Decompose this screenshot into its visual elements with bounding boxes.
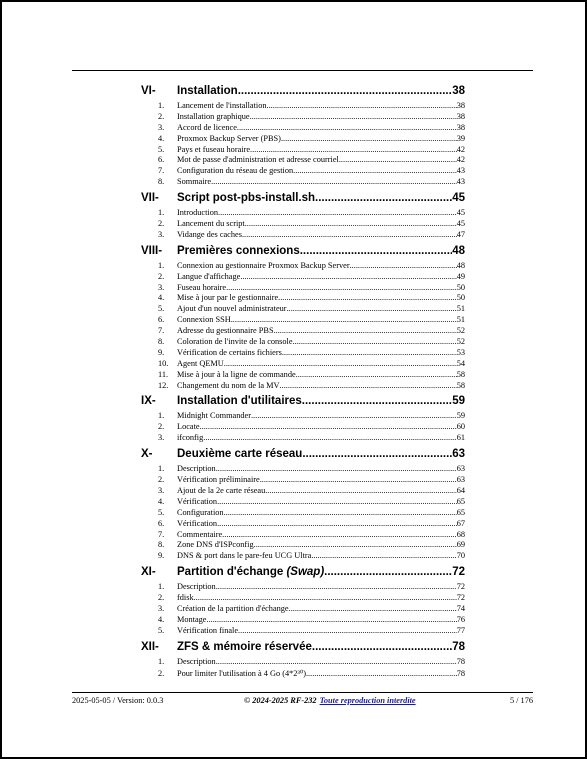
- entry-page-number: 45: [456, 208, 465, 218]
- entry-title: Description: [177, 656, 216, 666]
- entry-number: 4.: [158, 496, 165, 506]
- dot-leader: [306, 669, 457, 678]
- dot-leader: [200, 422, 457, 431]
- dot-leader: [293, 337, 457, 346]
- entry-page-number: 68: [456, 529, 465, 539]
- dot-leader: [260, 475, 457, 484]
- toc-entry[interactable]: [141, 359, 465, 370]
- entry-number: 6.: [158, 518, 165, 528]
- dot-leader: [315, 192, 452, 204]
- entry-page-number: 74: [456, 603, 465, 613]
- entry-page-number: 38: [456, 122, 465, 132]
- footer-rights-link[interactable]: Toute reproduction interdite: [319, 696, 416, 705]
- toc-entry[interactable]: [141, 123, 465, 134]
- toc-entry[interactable]: [141, 326, 465, 337]
- dot-leader: [282, 348, 457, 357]
- entry-number: 1.: [158, 656, 165, 666]
- entry-title: Vérification: [177, 496, 218, 506]
- entry-page-number: 78: [456, 668, 465, 678]
- toc-entry[interactable]: [141, 283, 465, 294]
- toc-entry[interactable]: [141, 530, 465, 541]
- entry-page-number: 45: [456, 219, 465, 229]
- dot-leader: [218, 208, 457, 217]
- dot-leader: [278, 293, 457, 302]
- dot-leader: [216, 657, 457, 666]
- toc-entry-list: [141, 101, 465, 188]
- toc-entry[interactable]: [141, 370, 465, 381]
- dot-leader: [217, 519, 457, 528]
- chapter-title: [177, 85, 238, 97]
- toc-entry-list: [141, 261, 465, 392]
- toc-entry[interactable]: [141, 166, 465, 177]
- entry-title: Midnight Commander: [177, 411, 251, 421]
- entry-title: Lancement du script: [177, 219, 245, 229]
- dot-leader: [324, 566, 452, 578]
- dot-leader: [238, 85, 453, 97]
- toc-entry[interactable]: [141, 626, 465, 637]
- dot-leader: [281, 134, 457, 143]
- entry-page-number: 43: [456, 166, 465, 176]
- entry-number: 2.: [158, 219, 165, 229]
- chapter-title: [177, 566, 324, 578]
- entry-page-number: 38: [456, 111, 465, 121]
- toc-chapter-heading[interactable]: [141, 566, 465, 582]
- dot-leader: [222, 530, 457, 539]
- dot-leader: [302, 448, 452, 460]
- toc-entry[interactable]: [141, 668, 465, 679]
- entry-title: Vidange des caches: [177, 229, 242, 239]
- dot-leader: [350, 261, 457, 270]
- entry-number: 3.: [158, 603, 165, 613]
- entry-page-number: 52: [456, 326, 465, 336]
- toc-entry[interactable]: [141, 315, 465, 326]
- entry-title: Langue d'affichage: [177, 271, 241, 281]
- chapter-number: IX-: [141, 395, 156, 408]
- entry-page-number: 60: [456, 422, 465, 432]
- entry-number: 7.: [158, 529, 165, 539]
- toc-entry[interactable]: [141, 551, 465, 562]
- entry-title: Proxmox Backup Server (PBS): [177, 133, 281, 143]
- chapter-number: VIII-: [141, 244, 163, 257]
- dot-leader: [203, 433, 456, 442]
- toc-chapter: [141, 641, 465, 679]
- chapter-page-number: 78: [452, 640, 465, 653]
- toc-entry[interactable]: [141, 508, 465, 519]
- entry-page-number: 63: [456, 464, 465, 474]
- dot-leader: [302, 395, 452, 407]
- dot-leader: [207, 615, 457, 624]
- toc-entry[interactable]: [141, 540, 465, 551]
- dot-leader: [287, 304, 457, 313]
- toc-chapter-heading[interactable]: [141, 245, 465, 261]
- entry-page-number: 64: [456, 485, 465, 495]
- toc-entry[interactable]: [141, 593, 465, 604]
- entry-number: 7.: [158, 326, 165, 336]
- entry-number: 2.: [158, 422, 165, 432]
- toc-entry[interactable]: [141, 155, 465, 166]
- toc-entry[interactable]: [141, 177, 465, 188]
- dot-leader: [289, 604, 457, 613]
- entry-title: Adresse du gestionnaire PBS: [177, 326, 274, 336]
- entry-title: ifconfig: [177, 433, 204, 443]
- entry-page-number: 48: [456, 260, 465, 270]
- chapter-page-number: 38: [452, 85, 465, 97]
- entry-number: 11.: [158, 369, 169, 379]
- entry-title: Création de la partition d'échange: [177, 603, 289, 613]
- entry-number: 3.: [158, 229, 165, 239]
- toc-entry[interactable]: [141, 272, 465, 283]
- table-of-contents: [141, 85, 465, 682]
- toc-entry[interactable]: [141, 475, 465, 486]
- toc-entry[interactable]: [141, 101, 465, 112]
- toc-chapter: [141, 448, 465, 562]
- entry-title: Configuration du réseau de gestion: [177, 166, 294, 176]
- toc-entry[interactable]: [141, 422, 465, 433]
- entry-title: Mot de passe d'administration et adresse courriel: [177, 155, 339, 165]
- entry-page-number: 76: [456, 614, 465, 624]
- entry-page-number: 65: [456, 507, 465, 517]
- entry-page-number: 67: [456, 518, 465, 528]
- toc-entry[interactable]: [141, 208, 465, 219]
- entry-title: Connexion au gestionnaire Proxmox Backup Server: [177, 260, 350, 270]
- toc-entry[interactable]: [141, 433, 465, 444]
- dot-leader: [231, 315, 457, 324]
- entry-number: 5.: [158, 144, 165, 154]
- chapter-page-number: 45: [452, 192, 465, 205]
- entry-number: 7.: [158, 166, 165, 176]
- chapter-title: [177, 245, 300, 257]
- entry-title: Coloration de l'invite de la console: [177, 337, 293, 347]
- entry-title: Vérification finale: [177, 625, 239, 635]
- dot-leader: [238, 626, 457, 635]
- chapter-title-text: Installation: [177, 85, 238, 97]
- dot-leader: [226, 283, 457, 292]
- toc-entry-list: [141, 464, 465, 562]
- chapter-title: [177, 448, 302, 460]
- entry-number: 12.: [158, 380, 169, 390]
- entry-number: 2.: [158, 475, 165, 485]
- chapter-number: XI-: [141, 566, 156, 579]
- entry-number: 8.: [158, 337, 165, 347]
- entry-number: 1.: [158, 101, 165, 110]
- entry-number: 5.: [158, 304, 165, 314]
- page-footer: [72, 692, 533, 707]
- chapter-page-number: 63: [452, 448, 465, 461]
- chapter-title: [177, 641, 312, 653]
- entry-page-number: 63: [456, 475, 465, 485]
- entry-title: Commentaire: [177, 529, 223, 539]
- toc-chapter: [141, 395, 465, 444]
- entry-page-number: 51: [456, 304, 465, 314]
- toc-entry[interactable]: [141, 381, 465, 392]
- entry-page-number: 39: [456, 133, 465, 143]
- dot-leader: [311, 551, 456, 560]
- dot-leader: [274, 326, 457, 335]
- toc-chapter: [141, 245, 465, 392]
- dot-leader: [251, 411, 457, 420]
- entry-page-number: 58: [456, 380, 465, 390]
- toc-entry[interactable]: [141, 519, 465, 530]
- chapter-title: [177, 395, 302, 407]
- toc-entry[interactable]: [141, 604, 465, 615]
- entry-number: 8.: [158, 540, 165, 550]
- toc-entry[interactable]: [141, 293, 465, 304]
- toc-entry[interactable]: [141, 230, 465, 241]
- entry-page-number: 70: [456, 551, 465, 561]
- chapter-page-number: 59: [452, 395, 465, 408]
- dot-leader: [296, 370, 457, 379]
- entry-title: Ajout d'un nouvel administrateur: [177, 304, 287, 314]
- entry-title: Accord de licence: [177, 122, 237, 132]
- entry-number: 2.: [158, 271, 165, 281]
- entry-page-number: 72: [456, 582, 465, 592]
- toc-entry[interactable]: [141, 145, 465, 156]
- toc-entry[interactable]: [141, 497, 465, 508]
- entry-page-number: 51: [456, 315, 465, 325]
- entry-number: 1.: [158, 582, 165, 592]
- chapter-number: VII-: [141, 192, 159, 205]
- toc-chapter: [141, 85, 465, 188]
- toc-entry-list: [141, 657, 465, 679]
- dot-leader: [211, 177, 457, 186]
- toc-chapter-heading[interactable]: [141, 641, 465, 657]
- entry-page-number: 47: [456, 229, 465, 239]
- chapter-title: [177, 192, 315, 204]
- entry-page-number: 65: [456, 496, 465, 506]
- dot-leader: [293, 166, 457, 175]
- entry-number: 4.: [158, 614, 165, 624]
- toc-entry[interactable]: [141, 486, 465, 497]
- toc-entry[interactable]: [141, 657, 465, 668]
- entry-page-number: 43: [456, 177, 465, 187]
- chapter-number: XII-: [141, 640, 159, 653]
- entry-title: Ajout de la 2e carte réseau: [177, 485, 266, 495]
- toc-entry[interactable]: [141, 219, 465, 230]
- dot-leader: [339, 155, 457, 164]
- entry-title: Montage: [177, 614, 207, 624]
- toc-entry[interactable]: [141, 464, 465, 475]
- dot-leader: [280, 381, 457, 390]
- toc-entry-list: [141, 411, 465, 444]
- dot-leader: [217, 497, 457, 506]
- entry-number: 2.: [158, 593, 165, 603]
- dot-leader: [300, 245, 452, 257]
- entry-page-number: 69: [456, 540, 465, 550]
- toc-entry[interactable]: [141, 304, 465, 315]
- toc-entry[interactable]: [141, 337, 465, 348]
- entry-title: Description: [177, 582, 216, 592]
- dot-leader: [216, 464, 457, 473]
- footer-page-number: 5 / 176: [509, 696, 533, 705]
- entry-title: Sommaire: [177, 177, 212, 187]
- footer-copyright-text: © 2024-2025 RF-232: [244, 696, 317, 705]
- entry-title: Configuration: [177, 507, 224, 517]
- entry-title: DNS & port dans le pare-feu UCG Ultra: [177, 551, 312, 561]
- dot-leader: [250, 145, 457, 154]
- entry-page-number: 53: [456, 347, 465, 357]
- toc-chapter-heading[interactable]: [141, 85, 465, 101]
- entry-title: Agent QEMU: [177, 358, 224, 368]
- entry-number: 3.: [158, 282, 165, 292]
- entry-page-number: 49: [456, 271, 465, 281]
- toc-chapter: [141, 192, 465, 241]
- dot-leader: [224, 359, 457, 368]
- entry-title: Vérification de certains fichiers: [177, 347, 282, 357]
- dot-leader: [237, 123, 457, 132]
- entry-page-number: 61: [456, 433, 465, 443]
- header-rule: [72, 70, 533, 71]
- chapter-number: VI-: [141, 85, 156, 97]
- dot-leader: [250, 112, 457, 121]
- dot-leader: [265, 486, 456, 495]
- chapter-title-text: ZFS & mémoire réservée: [177, 640, 312, 653]
- entry-title: Vérification: [177, 518, 218, 528]
- entry-page-number: 42: [456, 155, 465, 165]
- entry-page-number: 50: [456, 293, 465, 303]
- chapter-title-text: Partition d'échange: [177, 566, 287, 579]
- toc-chapter-heading[interactable]: [141, 395, 465, 411]
- entry-title: Vérification préliminaire: [177, 475, 260, 485]
- entry-title: Zone DNS d'ISPconfig: [177, 540, 254, 550]
- dot-leader: [242, 230, 457, 239]
- dot-leader: [245, 219, 457, 228]
- toc-entry-list: [141, 582, 465, 636]
- entry-number: 3.: [158, 122, 165, 132]
- entry-number: 8.: [158, 177, 165, 187]
- dot-leader: [216, 582, 457, 591]
- entry-page-number: 58: [456, 369, 465, 379]
- dot-leader: [254, 540, 457, 549]
- entry-page-number: 52: [456, 337, 465, 347]
- dot-leader: [312, 641, 452, 653]
- dot-leader: [240, 272, 456, 281]
- entry-title: Description: [177, 464, 216, 474]
- dot-leader: [224, 508, 457, 517]
- toc-entry[interactable]: [141, 615, 465, 626]
- entry-title: Pour limiter l'utilisation à 4 Go (4*2³⁰): [177, 668, 306, 678]
- entry-number: 4.: [158, 293, 165, 303]
- entry-title: Introduction: [177, 208, 219, 218]
- toc-entry[interactable]: [141, 261, 465, 272]
- entry-title: Fuseau horaire: [177, 282, 227, 292]
- entry-title: Mise à jour par le gestionnaire: [177, 293, 279, 303]
- chapter-title-text: Deuxième carte réseau: [177, 448, 303, 461]
- toc-chapter: [141, 566, 465, 636]
- toc-entry[interactable]: [141, 348, 465, 359]
- entry-title: Mise à jour à la ligne de commande: [177, 369, 296, 379]
- chapter-title-text: Script post-pbs-install.sh: [177, 192, 316, 205]
- entry-number: 1.: [158, 411, 165, 421]
- entry-number: 1.: [158, 260, 165, 270]
- dot-leader: [267, 101, 457, 110]
- chapter-page-number: 48: [452, 244, 465, 257]
- entry-page-number: 78: [456, 656, 465, 666]
- entry-number: 3.: [158, 433, 165, 443]
- entry-number: 3.: [158, 485, 165, 495]
- entry-title: Locate: [177, 422, 200, 432]
- chapter-number: X-: [141, 448, 153, 461]
- entry-page-number: 42: [456, 144, 465, 154]
- entry-title: Pays et fuseau horaire: [177, 144, 251, 154]
- entry-number: 5.: [158, 625, 165, 635]
- entry-number: 2.: [158, 111, 165, 121]
- entry-number: 10.: [158, 358, 169, 368]
- footer-date-version: 2025-05-05 / Version: 0.0.3: [72, 696, 164, 705]
- entry-title: Changement du nom de la MV: [177, 380, 280, 390]
- entry-page-number: 77: [456, 625, 465, 635]
- entry-number: 4.: [158, 133, 165, 143]
- entry-number: 1.: [158, 208, 165, 218]
- chapter-title-text: Premières connexions: [177, 244, 300, 257]
- entry-title: Lancement de l'installation: [177, 101, 267, 110]
- toc-entry-list: [141, 208, 465, 241]
- entry-number: 9.: [158, 551, 165, 561]
- toc-entry[interactable]: [141, 112, 465, 123]
- dot-leader: [194, 593, 457, 602]
- entry-number: 5.: [158, 507, 165, 517]
- toc-entry[interactable]: [141, 582, 465, 593]
- entry-number: 1.: [158, 464, 165, 474]
- entry-page-number: 38: [456, 101, 465, 110]
- chapter-title-text: Installation d'utilitaires: [177, 395, 302, 408]
- entry-title: Installation graphique: [177, 111, 250, 121]
- entry-number: 6.: [158, 155, 165, 165]
- footer-copyright: [244, 696, 416, 705]
- entry-title: Connexion SSH: [177, 315, 231, 325]
- toc-entry[interactable]: [141, 411, 465, 422]
- entry-number: 9.: [158, 347, 165, 357]
- entry-page-number: 54: [456, 358, 465, 368]
- toc-chapter-heading[interactable]: [141, 448, 465, 464]
- toc-chapter-heading[interactable]: [141, 192, 465, 208]
- entry-page-number: 50: [456, 282, 465, 292]
- entry-page-number: 72: [456, 593, 465, 603]
- entry-page-number: 59: [456, 411, 465, 421]
- chapter-title-emphasis: (Swap): [286, 566, 325, 579]
- entry-number: 2.: [158, 668, 165, 678]
- entry-number: 6.: [158, 315, 165, 325]
- entry-title: fdisk: [177, 593, 194, 603]
- chapter-page-number: 72: [452, 566, 465, 579]
- toc-entry[interactable]: [141, 134, 465, 145]
